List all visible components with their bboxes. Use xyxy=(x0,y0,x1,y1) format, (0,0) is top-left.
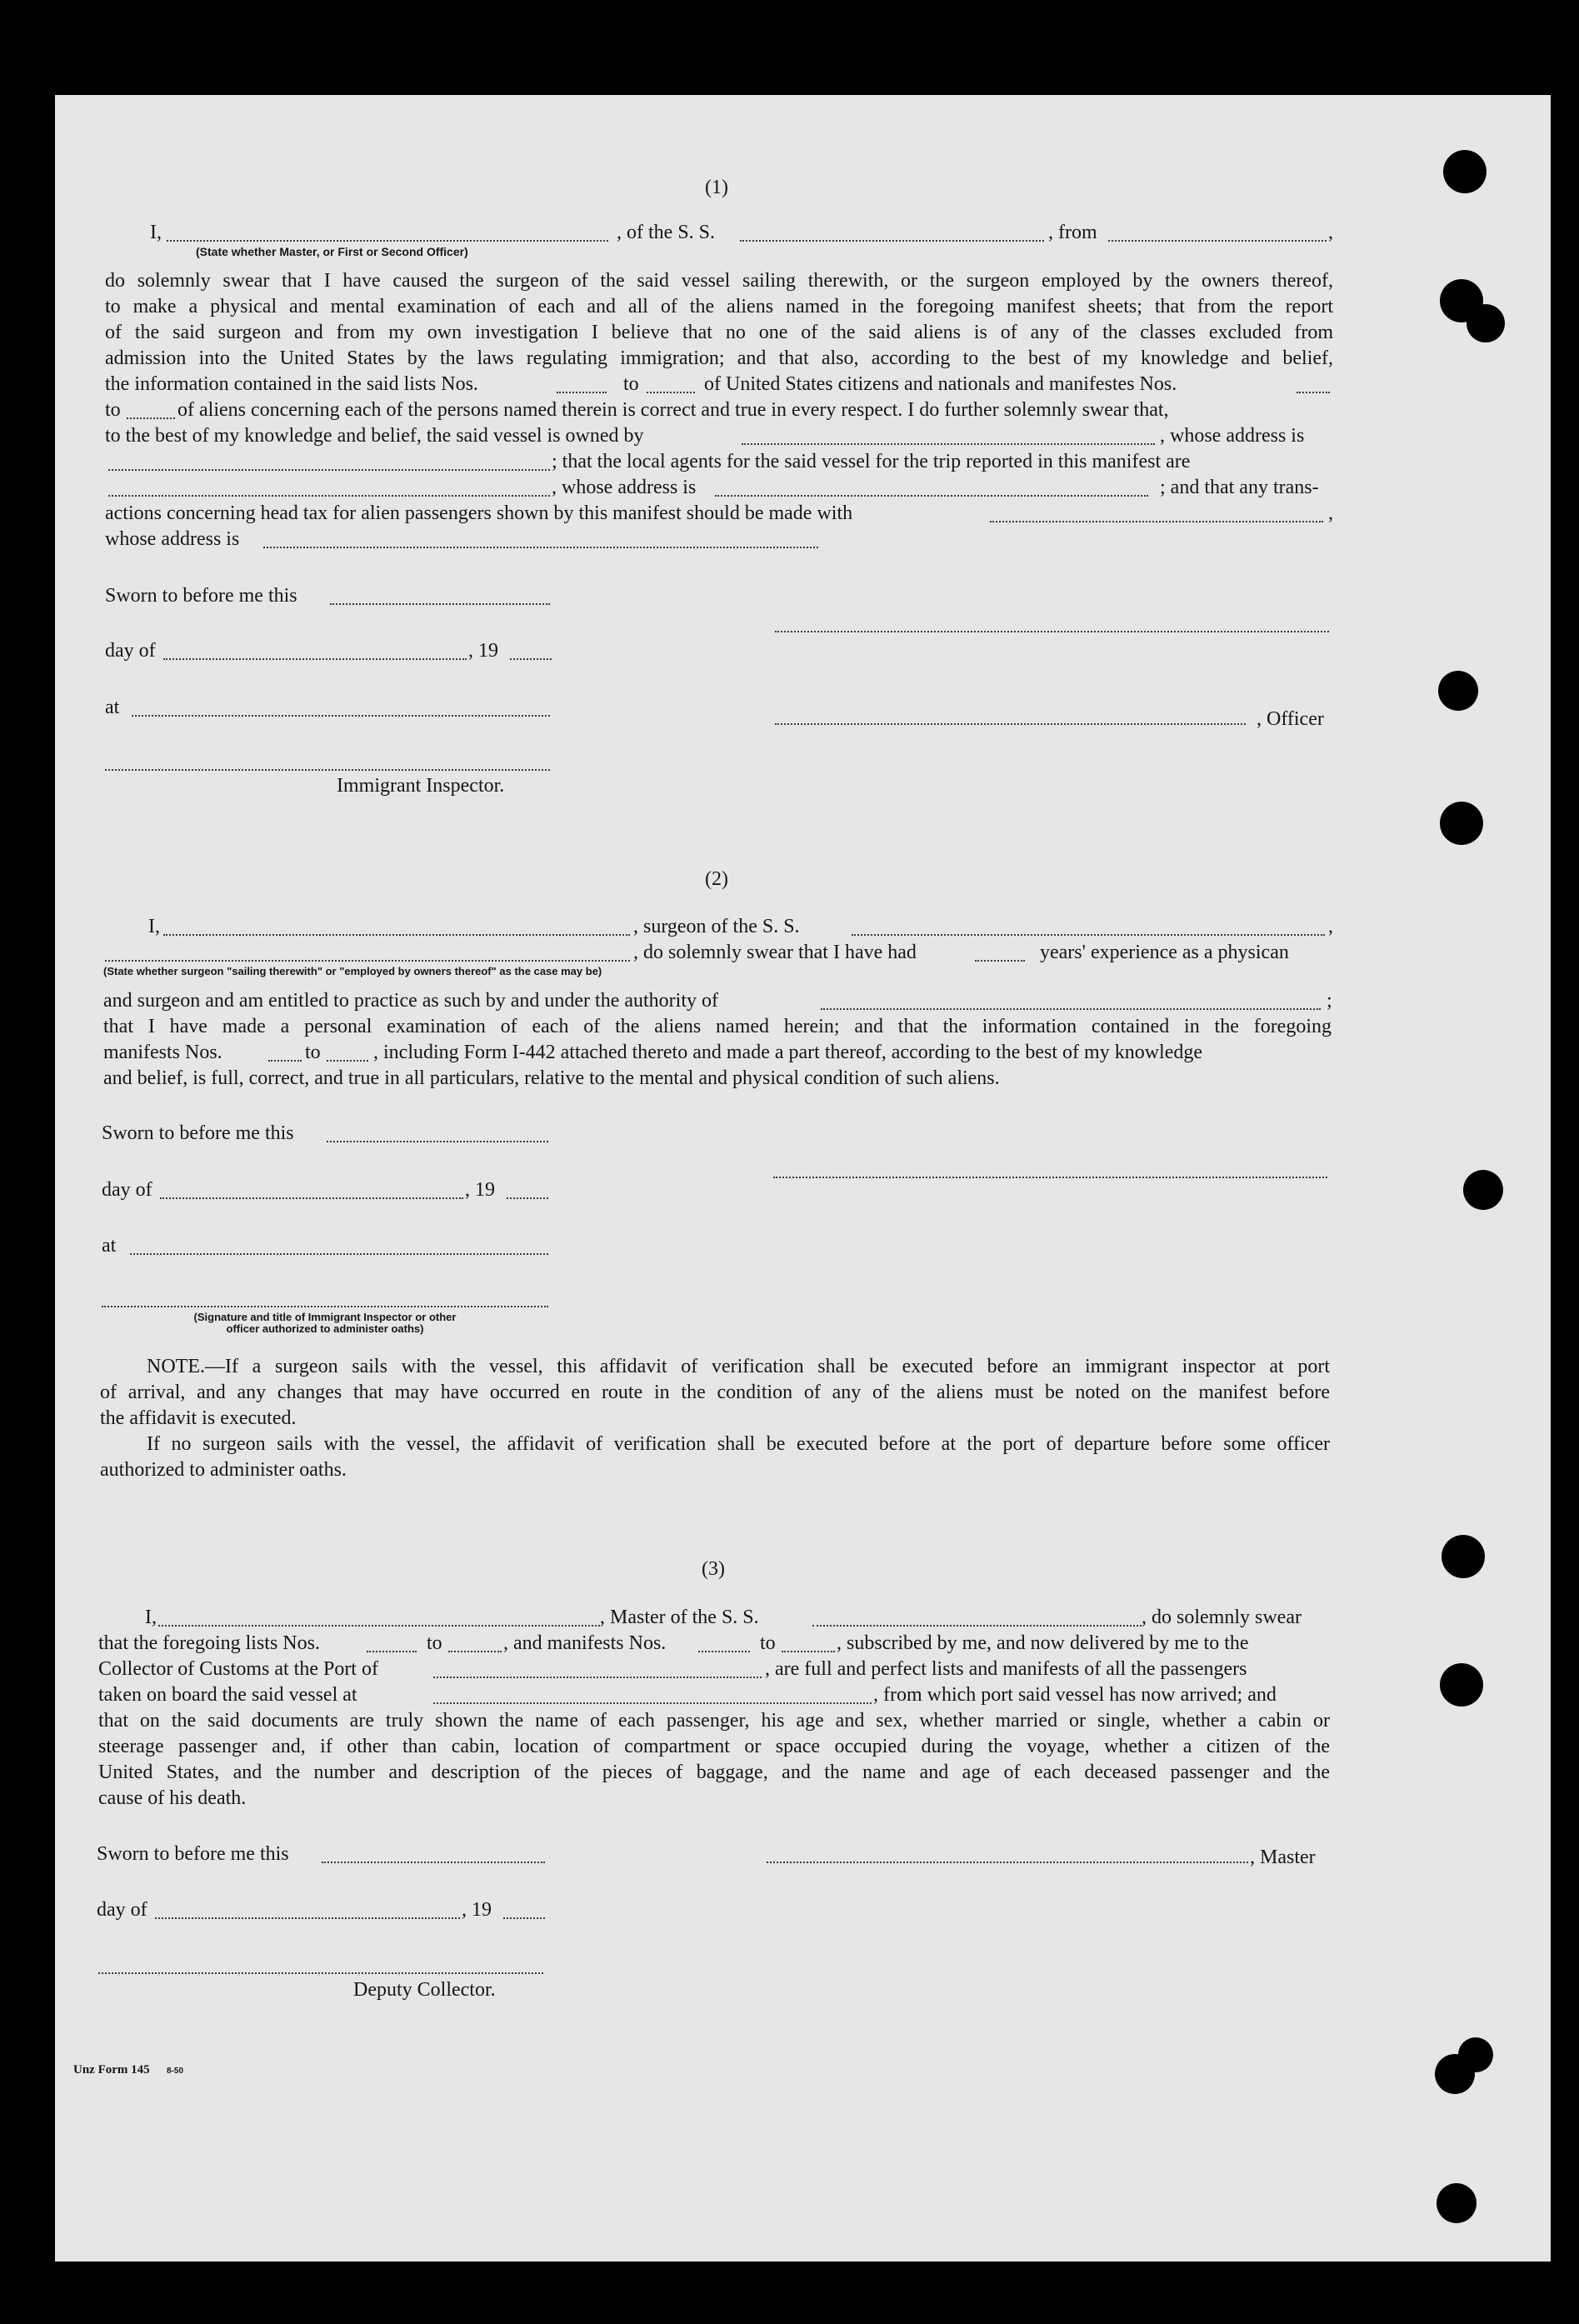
punch-hole xyxy=(1440,802,1483,845)
year-label: , 19 xyxy=(468,640,498,662)
section-3-number: (3) xyxy=(702,1558,725,1580)
section-2-text-line: , surgeon of the S. S. xyxy=(633,916,800,937)
section-3-text-line: that on the said documents are truly shown the name of each passenger, his age and sex, whether married or single, whether a cabin or xyxy=(98,1710,1330,1732)
section-1-text-line: of the said surgeon and from my own investigation I believe that no one of the said aliens is of any of the classes excluded from xyxy=(105,322,1333,343)
sworn-label: Sworn to before me this xyxy=(102,1122,294,1144)
note-text-line: If no surgeon sails with the vessel, the affidavit of verification shall be executed before at the port of departure before some officer xyxy=(147,1433,1330,1455)
note-text-line: NOTE.—If a surgeon sails with the vessel, this affidavit of verification shall be executed before an immigrant inspector at port xyxy=(147,1356,1330,1377)
surgeon-vessel-field[interactable] xyxy=(852,934,1325,936)
lists-from-field-3[interactable] xyxy=(367,1651,417,1652)
section-2-text-line: and belief, is full, correct, and true in all particulars, relative to the mental and physical condition of such aliens. xyxy=(103,1067,1000,1089)
master-name-field[interactable] xyxy=(158,1625,600,1627)
officer-label: , Officer xyxy=(1257,708,1324,730)
master-vessel-field[interactable] xyxy=(812,1625,1142,1627)
day-of-label: day of xyxy=(97,1899,147,1921)
section-1-to: to xyxy=(105,399,121,421)
owner-address-field[interactable] xyxy=(108,469,550,471)
section-2-text-line: and surgeon and am entitled to practice as such by and under the authority of xyxy=(103,990,718,1012)
section-1-text-line: ; and that any trans- xyxy=(1160,477,1319,498)
embarkation-port-field[interactable] xyxy=(433,1702,872,1704)
vessel-name-field[interactable] xyxy=(740,240,1044,242)
officer-rank-note: (State whether Master, or First or Second Officer) xyxy=(196,245,468,258)
punch-hole xyxy=(1463,1170,1503,1210)
punch-hole xyxy=(1437,2183,1477,2223)
collector-port-field[interactable] xyxy=(433,1677,762,1678)
head-tax-contact-field[interactable] xyxy=(990,521,1323,522)
surgeon-status-field[interactable] xyxy=(105,960,630,962)
section-3-to: to xyxy=(760,1632,776,1654)
section-3-text-line: , and manifests Nos. xyxy=(503,1632,667,1654)
month-field[interactable] xyxy=(163,658,467,660)
section-1-to: to xyxy=(623,373,639,395)
owner-field[interactable] xyxy=(742,443,1155,445)
sworn-date-field-2[interactable] xyxy=(327,1141,548,1142)
section-3-text-line: steerage passenger and, if other than cabin, location of compartment or space occupied during the voyage, whether a citizen of the xyxy=(98,1736,1330,1757)
section-2-text-line: years' experience as a physican xyxy=(1040,942,1289,963)
section-3-to: to xyxy=(427,1632,442,1654)
officer-name-field[interactable] xyxy=(167,240,608,242)
at-label: at xyxy=(102,1235,117,1257)
local-agents-field[interactable] xyxy=(108,495,550,497)
deputy-collector-label: Deputy Collector. xyxy=(353,1979,496,2001)
section-2-number: (2) xyxy=(705,868,728,890)
at-field[interactable] xyxy=(132,715,550,717)
section-3-text-line: Collector of Customs at the Port of xyxy=(98,1658,378,1680)
year-field[interactable] xyxy=(510,658,552,660)
section-1-from: , from xyxy=(1048,222,1097,243)
surgeon-signature-line[interactable] xyxy=(773,1177,1327,1178)
section-3-text-line: that the foregoing lists Nos. xyxy=(98,1632,320,1654)
sworn-label: Sworn to before me this xyxy=(97,1843,289,1865)
section-3-text-line: cause of his death. xyxy=(98,1787,247,1809)
semicolon: ; xyxy=(1327,990,1332,1012)
head-tax-address-field[interactable] xyxy=(263,547,818,548)
form-code: 8-50 xyxy=(167,2067,184,2076)
sworn-date-field[interactable] xyxy=(330,603,550,605)
manifests-to-field-2[interactable] xyxy=(327,1060,368,1062)
surgeon-status-note: (State whether surgeon "sailing therewith" or "employed by owners thereof" as the case may be) xyxy=(103,965,602,977)
section-1-text-line: of United States citizens and nationals and manifestes Nos. xyxy=(704,373,1177,395)
comma: , xyxy=(1328,222,1333,243)
section-3-i: I, xyxy=(145,1607,157,1628)
section-1-text-line: admission into the United States by the laws regulating immigration; and that also, according to the best of my knowledge and belief, xyxy=(105,347,1333,369)
punch-hole xyxy=(1467,304,1505,342)
section-1-i: I, xyxy=(150,222,162,243)
immigrant-inspector-label: Immigrant Inspector. xyxy=(337,775,505,797)
section-2-text-line: , do solemnly swear that I have had xyxy=(633,942,917,963)
officer-signature-field[interactable] xyxy=(775,723,1246,725)
manifests-from-field[interactable] xyxy=(1297,392,1330,393)
section-1-text-line: to the best of my knowledge and belief, the said vessel is owned by xyxy=(105,425,644,447)
manifests-from-field-3[interactable] xyxy=(698,1651,750,1652)
month-field-2[interactable] xyxy=(160,1197,463,1199)
year-field-3[interactable] xyxy=(503,1917,545,1919)
signature-line[interactable] xyxy=(775,631,1329,632)
master-signature-field[interactable] xyxy=(767,1862,1248,1863)
punch-hole xyxy=(1438,671,1478,711)
section-1-text-line: the information contained in the said lists Nos. xyxy=(105,373,478,395)
sworn-label: Sworn to before me this xyxy=(105,585,297,607)
signature-note: (Signature and title of Immigrant Inspector or other xyxy=(193,1311,457,1323)
section-2-to: to xyxy=(305,1042,321,1063)
punch-hole xyxy=(1443,150,1487,193)
lists-from-field[interactable] xyxy=(557,392,607,393)
section-1-text-line: of aliens concerning each of the persons named therein is correct and true in every respect. I do further solemnly swear that, xyxy=(177,399,1169,421)
section-2-i: I, xyxy=(148,916,160,937)
signature-note: officer authorized to administer oaths) xyxy=(226,1322,424,1335)
comma: , xyxy=(1328,502,1333,524)
section-1-text-line: ; that the local agents for the said vessel for the trip reported in this manifest are xyxy=(552,451,1191,472)
section-1-text-line: actions concerning head tax for alien passengers shown by this manifest should be made with xyxy=(105,502,853,524)
section-1-text-line: , whose address is xyxy=(552,477,697,498)
punch-hole xyxy=(1458,2037,1493,2072)
year-label: , 19 xyxy=(465,1179,495,1201)
deputy-signature-field[interactable] xyxy=(98,1972,543,1974)
manifests-from-field-2[interactable] xyxy=(268,1060,302,1062)
section-3-text-line: , are full and perfect lists and manifests of all the passengers xyxy=(765,1658,1247,1680)
year-label: , 19 xyxy=(462,1899,492,1921)
manifests-to-field-3[interactable] xyxy=(782,1651,835,1652)
punch-hole xyxy=(1442,1535,1485,1578)
section-2-text-line: manifests Nos. xyxy=(103,1042,222,1063)
sworn-date-field-3[interactable] xyxy=(322,1862,545,1863)
inspector-signature-field[interactable] xyxy=(105,769,550,771)
lists-to-field-3[interactable] xyxy=(448,1651,502,1652)
note-text-line: of arrival, and any changes that may have occurred en route in the condition of any of the aliens must be noted on the manifest before xyxy=(100,1382,1330,1403)
day-of-label: day of xyxy=(105,640,156,662)
lists-to-field[interactable] xyxy=(647,392,695,393)
section-2-text-line: , including Form I-442 attached thereto and made a part thereof, according to the best of my knowledge xyxy=(373,1042,1203,1063)
section-3-text-line: United States, and the number and description of the pieces of baggage, and the name and age of each deceased passenger and the xyxy=(98,1762,1330,1783)
agents-address-field[interactable] xyxy=(715,495,1148,497)
section-1-text-line: whose address is xyxy=(105,528,240,550)
form-number: Unz Form 145 xyxy=(73,2063,150,2077)
note-text-line: authorized to administer oaths. xyxy=(100,1459,347,1481)
section-3-text-line: , do solemnly swear xyxy=(1142,1607,1302,1628)
section-1-text-line: do solemnly swear that I have caused the surgeon of the said vessel sailing therewith, or the surgeon employed by the owners thereof, xyxy=(105,270,1333,292)
departure-port-field[interactable] xyxy=(1108,240,1327,242)
section-3-text-line: , subscribed by me, and now delivered by me to the xyxy=(837,1632,1249,1654)
note-text-line: the affidavit is executed. xyxy=(100,1407,297,1429)
at-field-2[interactable] xyxy=(130,1253,548,1255)
section-2-text-line: that I have made a personal examination of each of the aliens named herein; and that the information contained in the foregoing xyxy=(103,1016,1332,1037)
master-label: , Master xyxy=(1250,1847,1316,1868)
year-field-2[interactable] xyxy=(507,1197,548,1199)
day-of-label: day of xyxy=(102,1179,152,1201)
authority-field[interactable] xyxy=(821,1008,1321,1010)
surgeon-name-field[interactable] xyxy=(163,934,630,936)
section-3-text-line: , from which port said vessel has now arrived; and xyxy=(873,1684,1277,1706)
punch-hole xyxy=(1440,1663,1483,1707)
section-3-text-line: , Master of the S. S. xyxy=(600,1607,759,1628)
manifests-to-field[interactable] xyxy=(127,417,175,419)
section-1-text-line: to make a physical and mental examination of each and all of the aliens named in the foregoing manifest sheets; that from the report xyxy=(105,296,1333,317)
section-3-text-line: taken on board the said vessel at xyxy=(98,1684,357,1706)
section-1-of-ss: , of the S. S. xyxy=(617,222,716,243)
month-field-3[interactable] xyxy=(155,1917,460,1919)
years-experience-field[interactable] xyxy=(975,960,1025,962)
section-1-text-line: , whose address is xyxy=(1160,425,1305,447)
at-label: at xyxy=(105,697,120,718)
inspector-signature-field-2[interactable] xyxy=(102,1306,548,1307)
section-1-number: (1) xyxy=(705,177,728,198)
comma: , xyxy=(1328,916,1333,937)
